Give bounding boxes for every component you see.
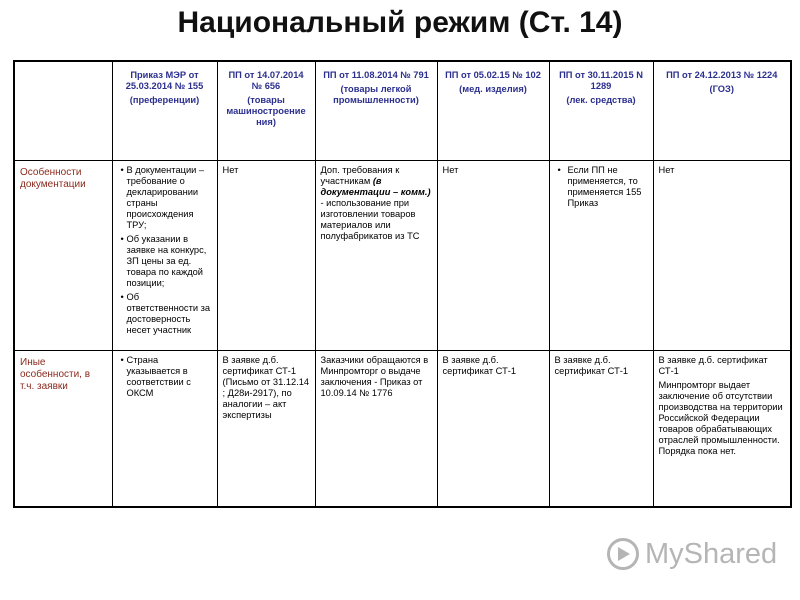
header-6-title: ПП от 24.12.2013 № 1224 — [666, 70, 778, 80]
bullet-list — [118, 165, 212, 336]
table-row — [14, 161, 791, 351]
header-1-title: Приказ МЭР от 25.03.2014 № 155 — [125, 70, 204, 91]
header-4-title: ПП от 05.02.15 № 102 — [445, 70, 541, 80]
header-6-subtitle: (ГОЗ) — [709, 84, 734, 94]
table-cell: Нет — [217, 161, 315, 351]
header-empty-cell — [14, 61, 112, 161]
list-item: • Страна указывается в соответствии с ОКСМ — [122, 355, 212, 399]
cell-paragraph: Минпромторг выдает заключение об отсутствии производства на территории Российской Федерации товаров обрабатывающих отраслей промышленности. Порядка пока нет. — [658, 380, 783, 456]
table-cell — [653, 351, 791, 507]
table-cell: Заказчики обращаются в Минпромторг о выдаче заключения - Приказ от 10.09.14 № 1776 — [315, 351, 437, 507]
header-cell-5 — [549, 61, 653, 161]
list-item: • Если ПП не применяется, то применяется 155 Приказ — [559, 165, 648, 209]
list-item: • Об ответственности за достоверность несет участник — [122, 292, 212, 336]
header-cell-6 — [653, 61, 791, 161]
table-cell: В заявке д.б. сертификат СТ-1 — [437, 351, 549, 507]
list-item: • Об указании в заявке на конкурс, ЗП цены за ед. товара по каждой позиции; — [122, 234, 212, 289]
header-2-title: ПП от 14.07.2014 № 656 — [228, 70, 304, 91]
list-item: • В документации – требование о декларировании страны происхождения ТРУ; — [122, 165, 212, 231]
table-cell — [112, 351, 217, 507]
header-cell-4 — [437, 61, 549, 161]
header-2-subtitle: (товары машиностроение ния) — [226, 95, 306, 127]
table-row — [14, 351, 791, 507]
table-cell — [315, 161, 437, 351]
row-label-other-features: Иные особенности, в т.ч. заявки — [14, 351, 112, 507]
slide-title: Национальный режим (Ст. 14) — [177, 6, 623, 39]
header-3-title: ПП от 11.08.2014 № 791 — [323, 70, 429, 80]
table-cell: Нет — [437, 161, 549, 351]
cell-text: Доп. требования к участникам — [320, 165, 400, 186]
header-1-subtitle: (преференции) — [129, 95, 200, 105]
national-regime-table — [13, 60, 792, 508]
header-cell-1 — [112, 61, 217, 161]
table-cell — [112, 161, 217, 351]
cell-emphasis: (в документации – комм.) — [320, 176, 431, 197]
table-cell: В заявке д.б. сертификат СТ-1 (Письмо от 31.12.14 ; Д28и-2917), по аналогии – акт экспертизы — [217, 351, 315, 507]
header-5-subtitle: (лек. средства) — [566, 95, 636, 105]
bullet-list — [118, 355, 212, 399]
header-4-subtitle: (мед. изделия) — [459, 84, 527, 94]
header-5-title: ПП от 30.11.2015 N 1289 — [559, 70, 643, 91]
cell-paragraph: В заявке д.б. сертификат СТ-1 — [658, 355, 768, 376]
bullet-list — [555, 165, 648, 209]
header-row — [14, 61, 791, 161]
cell-text: - использование при изготовлении товаров материалов или полуфабрикатов из ТС — [320, 198, 420, 241]
row-label-documentation: Особенности документации — [14, 161, 112, 351]
table-cell: Нет — [653, 161, 791, 351]
header-cell-3 — [315, 61, 437, 161]
table-cell — [549, 161, 653, 351]
header-3-subtitle: (товары легкой промышленности) — [333, 84, 419, 105]
watermark — [607, 536, 782, 576]
play-icon — [607, 538, 639, 570]
header-cell-2 — [217, 61, 315, 161]
watermark-text: MyShared — [645, 538, 778, 570]
table-cell: В заявке д.б. сертификат СТ-1 — [549, 351, 653, 507]
